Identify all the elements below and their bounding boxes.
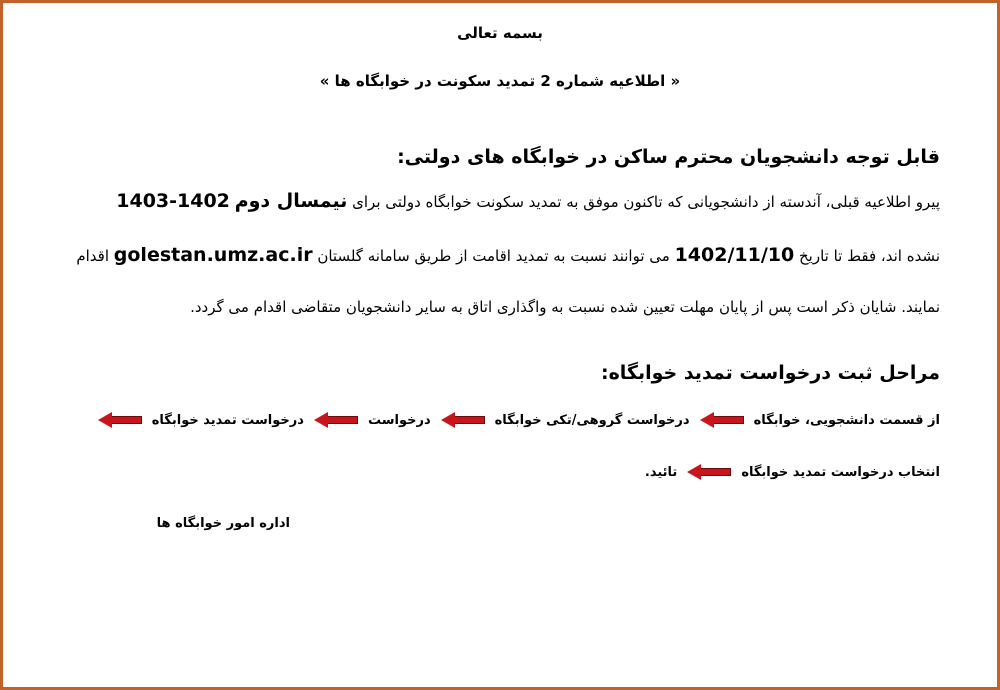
basmala: بسمه تعالی xyxy=(457,24,543,42)
arrow-left-icon xyxy=(314,412,358,428)
step-select-extension: انتخاب درخواست تمدید خوابگاه xyxy=(741,464,940,480)
audience-heading: قابل توجه دانشجویان محترم ساکن در خوابگاه های دولتی: xyxy=(397,146,940,168)
paragraph-line-3: نمایند. شایان ذکر است پس از پایان مهلت تعیین شده نسبت به واگذاری اتاق به سایر دانشجویان متقاضی اقدام می گردد. xyxy=(190,298,940,316)
step-extension-request: درخواست تمدید خوابگاه xyxy=(151,412,304,428)
step-request: درخواست xyxy=(367,412,431,428)
step-student-section: از قسمت دانشجویی، خوابگاه xyxy=(753,412,940,428)
line2-text-a: نشده اند، فقط تا تاریخ xyxy=(794,247,940,265)
step-group-request: درخواست گروهی/تکی خوابگاه xyxy=(494,412,690,428)
paragraph-line-2 xyxy=(60,244,940,266)
step-confirm: تائید. xyxy=(644,464,678,480)
arrow-left-icon xyxy=(700,412,744,428)
academic-year: 1403-1402 xyxy=(116,190,230,212)
arrow-left-icon xyxy=(98,412,142,428)
arrow-left-icon xyxy=(687,464,731,480)
line1-text: پیرو اطلاعیه قبلی، آندسته از دانشجویانی که تاکنون موفق به تمدید سکونت خوابگاه دولتی برای xyxy=(347,193,940,211)
paragraph-line-1 xyxy=(60,190,940,212)
steps-row-2 xyxy=(645,464,940,480)
semester-label: نیمسال دوم xyxy=(234,190,348,212)
notice-title: « اطلاعیه شماره 2 تمدید سکونت در خوابگاه ها » xyxy=(319,72,681,90)
signature: اداره امور خوابگاه ها xyxy=(156,516,290,531)
golestan-url[interactable]: golestan.umz.ac.ir xyxy=(113,244,313,266)
steps-heading: مراحل ثبت درخواست تمدید خوابگاه: xyxy=(600,362,940,384)
deadline-date: 1402/11/10 xyxy=(674,244,795,266)
arrow-left-icon xyxy=(441,412,485,428)
steps-row-1 xyxy=(88,412,940,428)
line2-text-b: می توانند نسبت به تمدید اقامت از طریق سامانه گلستان xyxy=(312,247,675,265)
line2-text-c: اقدام xyxy=(76,247,114,265)
